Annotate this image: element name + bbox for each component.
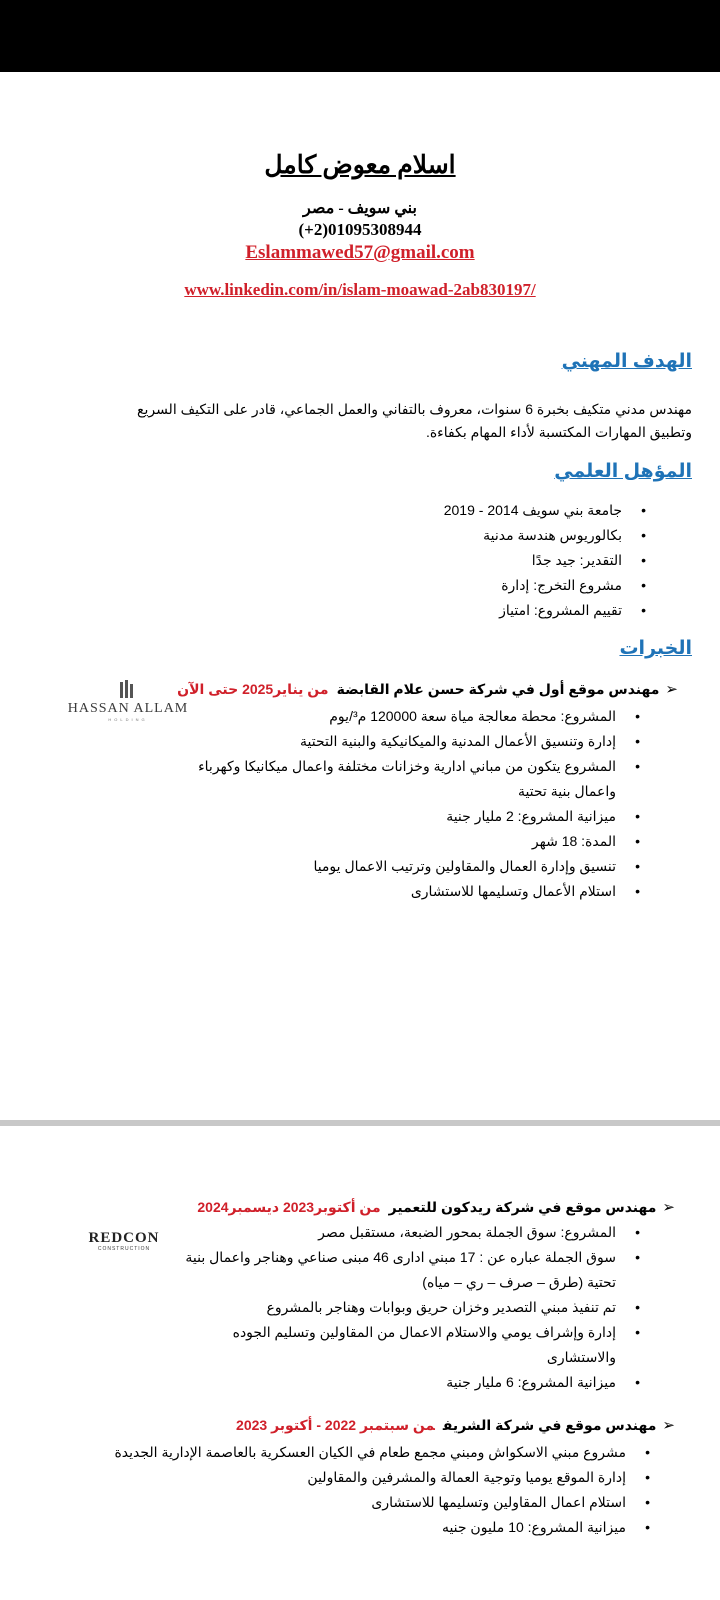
job-items-redcon xyxy=(178,1220,648,1395)
objective-line-2: وتطبيق المهارات المكتسبة لأداء المهام بكفاءة. xyxy=(425,424,692,440)
arrow-bullet-icon: ➢ xyxy=(662,1199,675,1216)
list-item: • جامعة بني سويف 2014 - 2019 xyxy=(214,498,654,523)
job-title-elsherif xyxy=(236,1416,675,1434)
logo-subtext: HOLDING xyxy=(108,717,148,722)
job-period: من أكتوبر2023 ديسمبر2024 xyxy=(197,1199,381,1215)
objective-text xyxy=(102,398,692,444)
resume-page-2 xyxy=(0,1126,720,1600)
list-item: • تنسيق وإدارة العمال والمقاولين وترتيب الاعمال يوميا xyxy=(178,854,648,879)
job-items-elsherif xyxy=(78,1440,658,1540)
list-item: • استلام اعمال المقاولين وتسليمها للاستشارى xyxy=(78,1490,658,1515)
objective-line-1: مهندس مدني متكيف بخبرة 6 سنوات، معروف بالتفاني والعمل الجماعي، قادر على التكيف السريع xyxy=(137,401,692,417)
list-item: • سوق الجملة عباره عن : 17 مبني ادارى 46 مبنى صناعي وهناجر واعمال بنية تحتية (طرق – صرف – ري – مياه) xyxy=(178,1245,648,1295)
candidate-phone[interactable]: (+2)01095308944 xyxy=(298,220,422,239)
logo-text: HASSAN ALLAM xyxy=(67,701,189,716)
list-item: • مشروع التخرج: إدارة xyxy=(214,573,654,598)
job-period: من يناير2025 حتى الآن xyxy=(177,681,329,697)
job-title: مهندس موقع أول في شركة حسن علام القابضة xyxy=(336,681,660,697)
list-item: • إدارة وتنسيق الأعمال المدنية والميكانيكية والبنية التحتية xyxy=(178,729,648,754)
list-item: • تقييم المشروع: امتياز xyxy=(214,598,654,623)
list-item: • التقدير: جيد جدًا xyxy=(214,548,654,573)
list-item: • المشروع: محطة معالجة مياة سعة 120000 م³/يوم xyxy=(178,704,648,729)
arrow-bullet-icon: ➢ xyxy=(665,681,678,698)
arrow-bullet-icon: ➢ xyxy=(662,1417,675,1434)
list-item: • مشروع مبني الاسكواش ومبني مجمع طعام في الكيان العسكرية بالعاصمة الإدارية الجديدة xyxy=(78,1440,658,1465)
logo-text: REDCON xyxy=(88,1230,160,1246)
logo-subtext: CONSTRUCTION xyxy=(97,1246,151,1252)
education-list xyxy=(214,498,654,623)
list-item: • تم تنفيذ مبني التصدير وخزان حريق وبوابات وهناجر بالمشروع xyxy=(178,1295,648,1320)
top-black-bar xyxy=(0,0,720,72)
experience-heading: الخبرات xyxy=(619,638,692,659)
resume-page-1 xyxy=(0,72,720,1120)
list-item: • المشروع يتكون من مباني ادارية وخزانات مختلفة واعمال ميكانيكا وكهرباء واعمال بنية تحتية xyxy=(178,754,648,804)
job-period: من سبتمبر 2022 - أكتوبر 2023 xyxy=(236,1417,435,1433)
candidate-email-link[interactable]: Eslammawed57@gmail.com xyxy=(245,242,475,263)
education-heading: المؤهل العلمي xyxy=(554,461,692,482)
job-title-redcon xyxy=(197,1198,675,1216)
candidate-name: اسلام معوض كامل xyxy=(264,152,456,179)
list-item: • المدة: 18 شهر xyxy=(178,829,648,854)
list-item: • إدارة وإشراف يومي والاستلام الاعمال من المقاولين وتسليم الجوده والاستشارى xyxy=(178,1320,648,1370)
list-item: • إدارة الموقع يوميا وتوجية العمالة والمشرفين والمقاولين xyxy=(78,1465,658,1490)
building-icon xyxy=(120,680,133,698)
job-title-hassan-allam xyxy=(177,680,678,698)
list-item: • ميزانية المشروع: 2 مليار جنية xyxy=(178,804,648,829)
linkedin-link[interactable]: www.linkedin.com/in/islam-moawad-2ab830197/ xyxy=(184,280,536,299)
job-title: مهندس موقع في شركة ريدكون للتعمير xyxy=(388,1199,657,1215)
list-item: • المشروع: سوق الجملة بمحور الضبعة، مستقبل مصر xyxy=(178,1220,648,1245)
objective-heading: الهدف المهني xyxy=(561,351,692,372)
redcon-logo xyxy=(74,1228,174,1254)
list-item: • ميزانية المشروع: 6 مليار جنية xyxy=(178,1370,648,1395)
candidate-location: بني سويف - مصر xyxy=(303,200,417,217)
hassan-allam-logo xyxy=(62,680,194,724)
job-items-hassan-allam xyxy=(178,704,648,904)
list-item: • بكالوريوس هندسة مدنية xyxy=(214,523,654,548)
list-item: • ميزانية المشروع: 10 مليون جنيه xyxy=(78,1515,658,1540)
list-item: • استلام الأعمال وتسليمها للاستشارى xyxy=(178,879,648,904)
job-title: مهندس موقع في شركة الشريف xyxy=(442,1417,657,1433)
